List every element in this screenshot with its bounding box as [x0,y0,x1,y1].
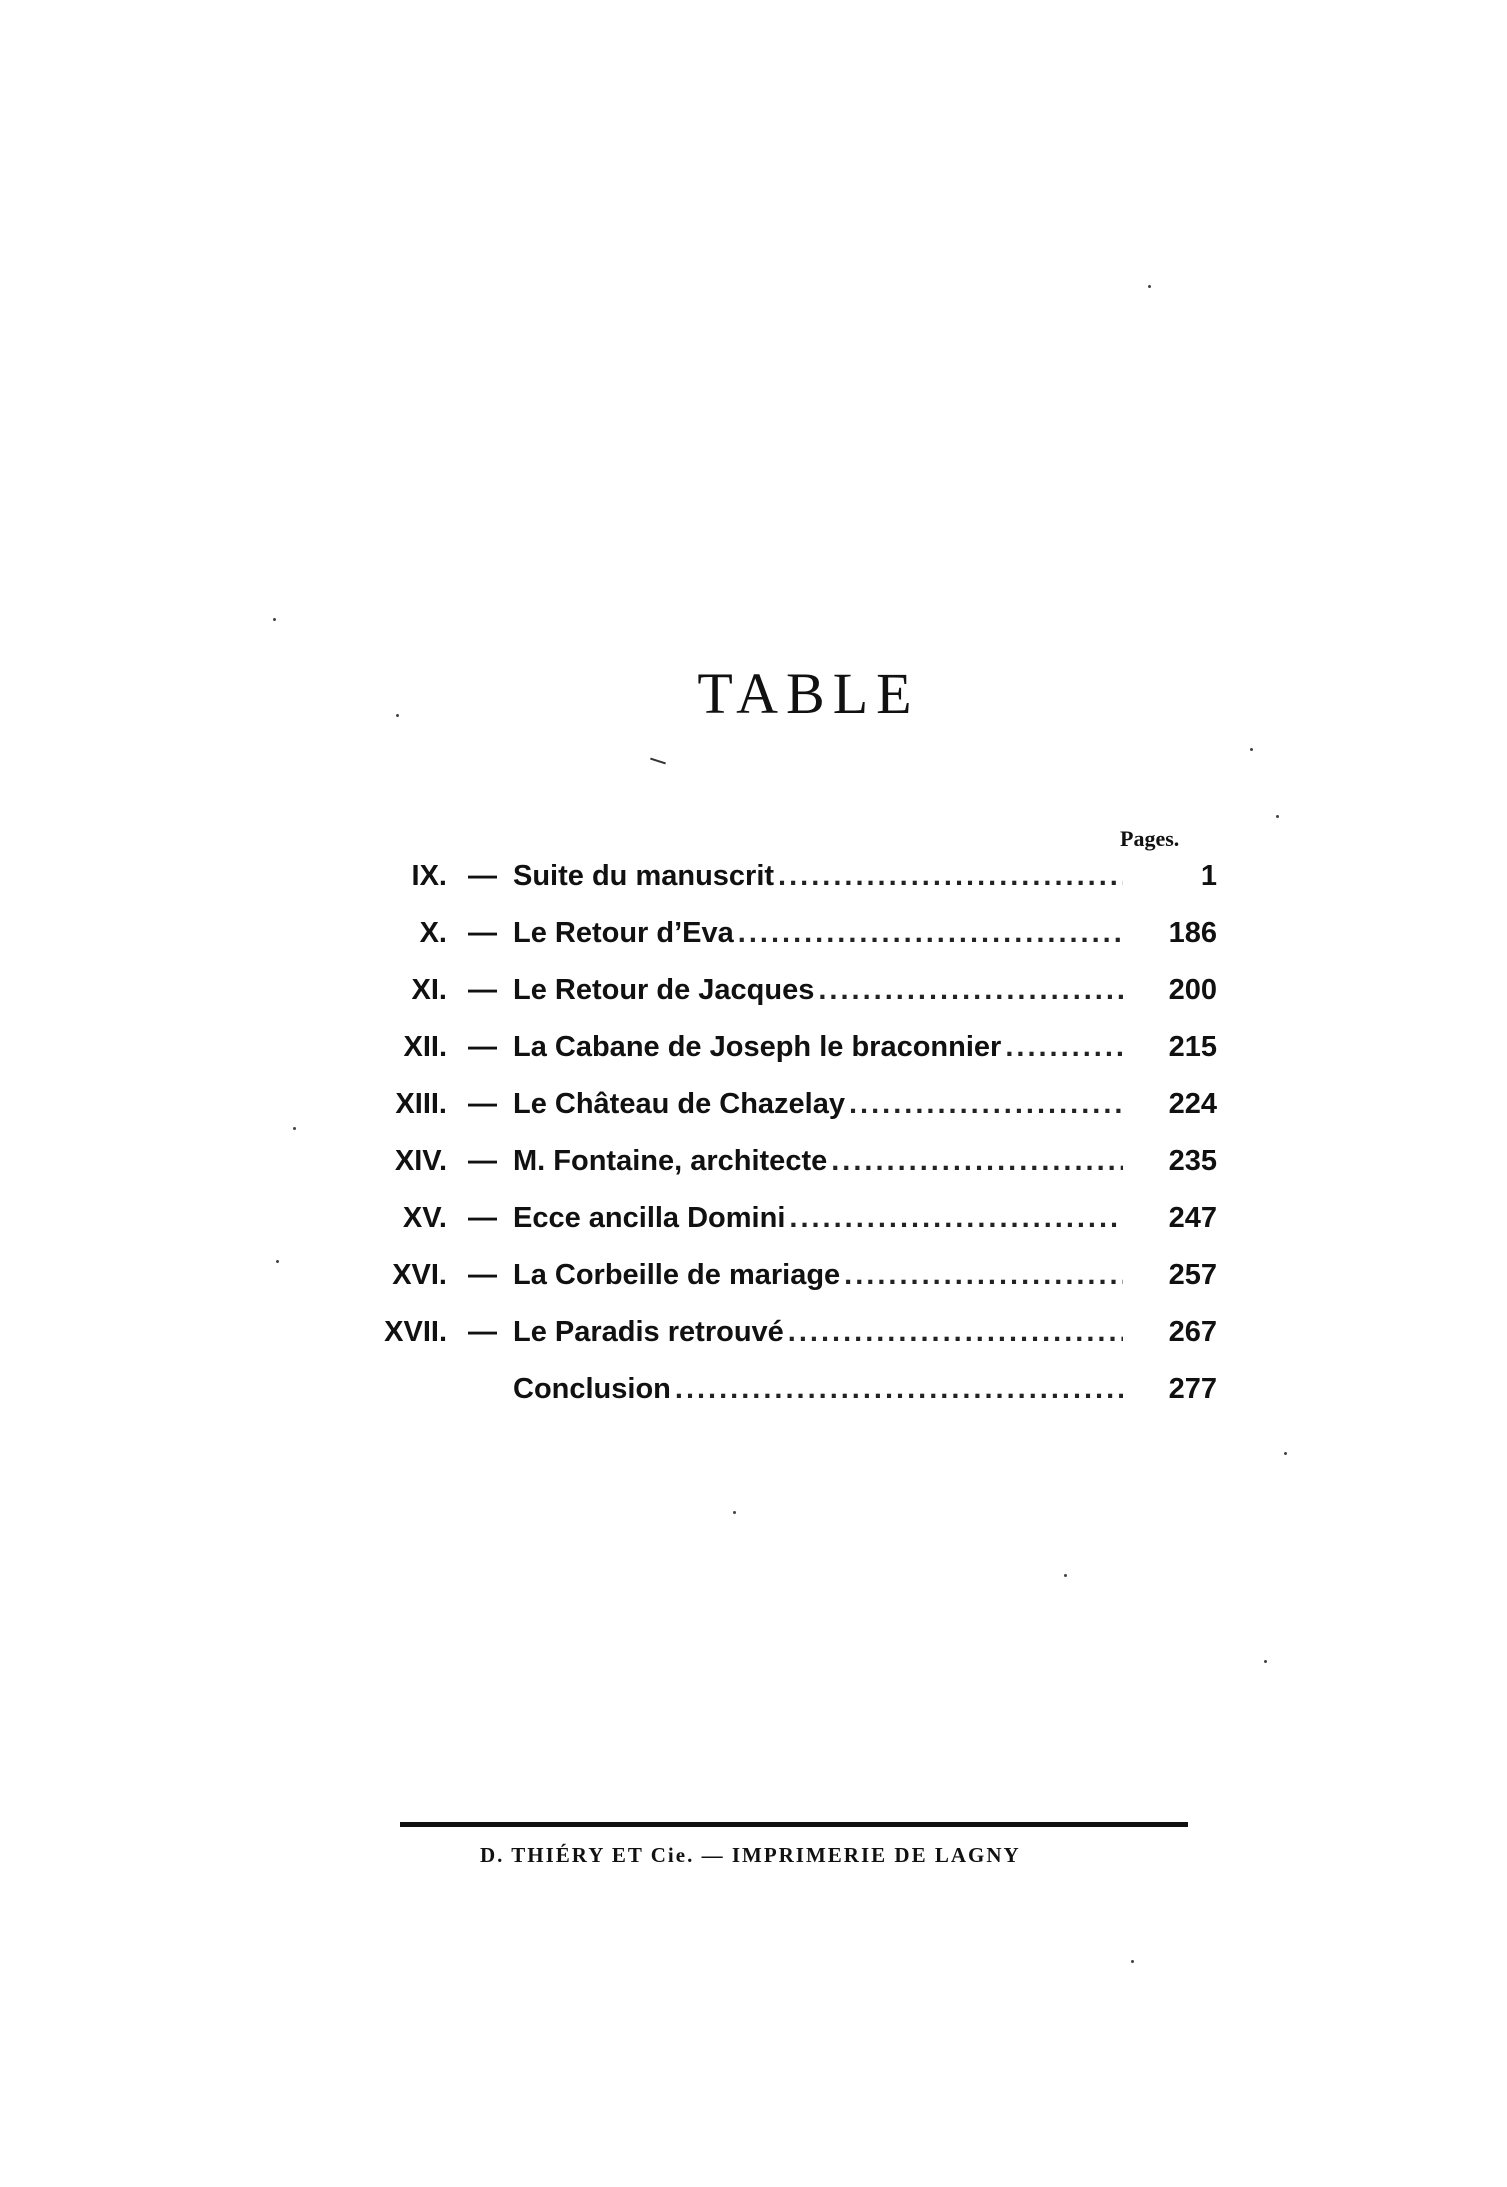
chapter-dash: — [468,1259,497,1291]
toc-row-x[interactable] [0,917,1507,974]
toc-row-ix[interactable] [0,860,1507,917]
dot-leader [1005,1031,1123,1064]
chapter-number: XIV. [394,1145,447,1177]
chapter-page: 277 [1168,1373,1217,1405]
chapter-title: La Cabane de Joseph le braconnier [513,1031,1002,1063]
chapter-title: Le Château de Chazelay [513,1088,845,1120]
chapter-dash: — [468,1145,497,1177]
chapter-title: Ecce ancilla Domini [513,1202,786,1234]
chapter-page: 215 [1168,1031,1217,1063]
chapter-number: XV. [402,1202,447,1234]
dot-leader [738,917,1123,950]
chapter-dash: — [468,917,497,949]
dot-leader [849,1088,1123,1121]
chapter-page: 200 [1168,974,1217,1006]
dot-leader [789,1202,1123,1235]
chapter-page: 235 [1168,1145,1217,1177]
chapter-title: La Corbeille de mariage [513,1259,841,1291]
chapter-dash: — [468,1202,497,1234]
scan-speck [1276,815,1279,818]
chapter-page: 186 [1168,917,1217,949]
chapter-dash: — [468,860,497,892]
chapter-number: XI. [411,974,447,1006]
chapter-page: 257 [1168,1259,1217,1291]
ornament-tick [650,758,666,765]
chapter-title: Suite du manuscrit [513,860,775,892]
dot-leader [844,1259,1123,1292]
toc-row-xv[interactable] [0,1202,1507,1259]
chapter-number: X. [419,917,447,949]
dot-leader [675,1373,1123,1406]
chapter-number: XVI. [392,1259,447,1291]
scan-speck [1131,1960,1134,1963]
toc-row-xiv[interactable] [0,1145,1507,1202]
footer-rule [400,1822,1188,1827]
chapter-page: 1 [1200,860,1217,892]
chapter-dash: — [468,1088,497,1120]
chapter-page: 267 [1168,1316,1217,1348]
scan-speck [1264,1660,1267,1663]
chapter-number: IX. [411,860,447,892]
chapter-title: Conclusion [513,1373,671,1405]
chapter-title: Le Retour d’Eva [513,917,734,949]
table-of-contents [0,860,1507,1430]
toc-row-xvii[interactable] [0,1316,1507,1373]
scan-speck [396,714,399,717]
scan-speck [1284,1452,1287,1455]
scan-speck [1148,285,1151,288]
scan-speck [1064,1574,1067,1577]
dot-leader [778,860,1123,893]
chapter-title: M. Fontaine, architecte [513,1145,828,1177]
chapter-dash: — [468,1031,497,1063]
toc-row-xi[interactable] [0,974,1507,1031]
chapter-number: XIII. [395,1088,447,1120]
scan-speck [733,1511,736,1514]
chapter-page: 247 [1168,1202,1217,1234]
page-title: TABLE [697,661,920,726]
chapter-number: XVII. [384,1316,447,1348]
chapter-page: 224 [1168,1088,1217,1120]
toc-row-xiii[interactable] [0,1088,1507,1145]
toc-row-conclusion[interactable] [0,1373,1507,1430]
pages-column-header: Pages. [1120,826,1180,851]
toc-row-xii[interactable] [0,1031,1507,1088]
dot-leader [788,1316,1123,1349]
scan-speck [276,1260,279,1263]
chapter-title: Le Retour de Jacques [513,974,815,1006]
chapter-number: XII. [403,1031,447,1063]
scan-speck [1250,748,1253,751]
scan-speck [293,1127,296,1130]
chapter-title: Le Paradis retrouvé [513,1316,784,1348]
dot-leader [831,1145,1123,1178]
scan-speck [273,618,276,621]
printer-imprint: D. THIÉRY ET Cie. — IMPRIMERIE DE LAGNY [480,1843,1021,1867]
chapter-dash: — [468,974,497,1006]
toc-row-xvi[interactable] [0,1259,1507,1316]
chapter-dash: — [468,1316,497,1348]
dot-leader [818,974,1123,1007]
